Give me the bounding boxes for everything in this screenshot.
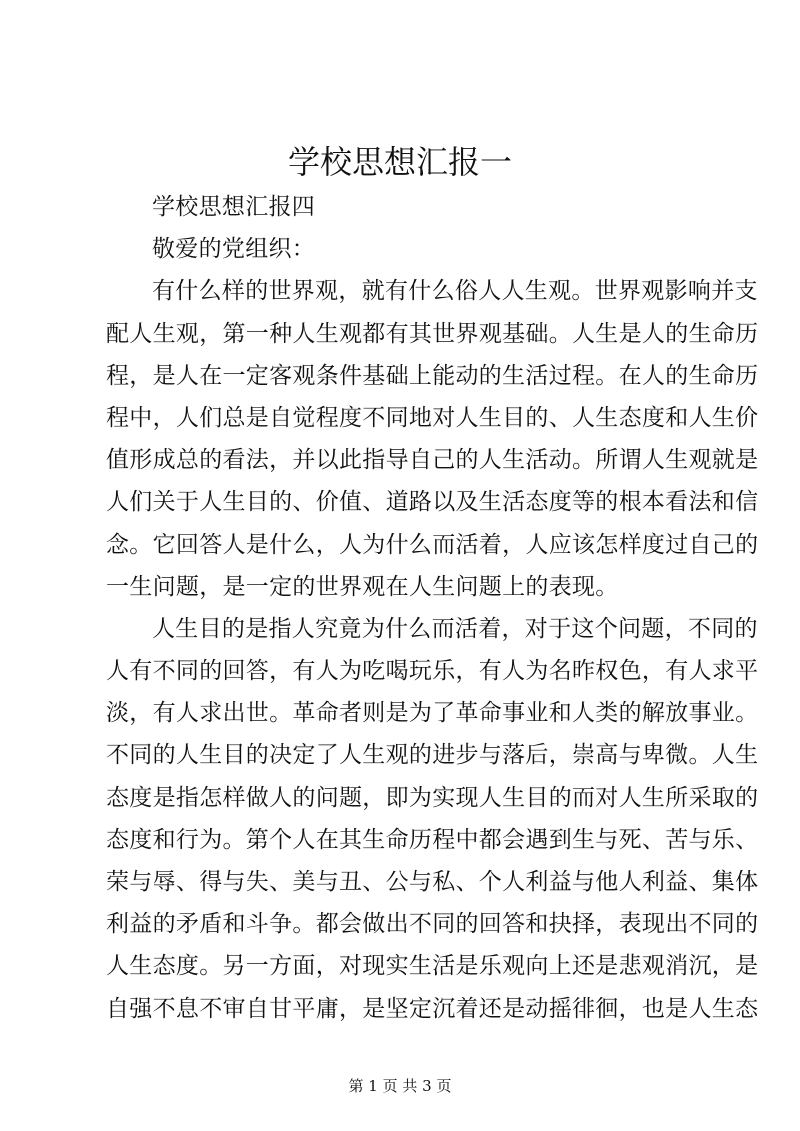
text-line: 态度是指怎样做人的问题，即为实现人生目的而对人生所采取的	[106, 784, 759, 811]
text-line: 学校思想汇报四	[152, 194, 316, 220]
text-line: 荣与辱、得与失、美与丑、公与私、个人利益与他人利益、集体	[106, 869, 759, 895]
text-line: 利益的矛盾和斗争。都会做出不同的回答和抉择，表现出不同的	[106, 911, 759, 938]
text-line: 人生目的是指人究竟为什么而活着，对于这个问题，不同的	[152, 615, 758, 642]
text-line: 态度和行为。第个人在其生命历程中都会遇到生与死、苦与乐、	[106, 826, 759, 853]
text-line: 人生态度。另一方面，对现实生活是乐观向上还是悲观消沉，是	[106, 953, 759, 980]
text-line: 配人生观，第一种人生观都有其世界观基础。人生是人的生命历	[106, 320, 759, 347]
text-line: 不同的人生目的决定了人生观的进步与落后，崇高与卑微。人生	[106, 742, 759, 769]
text-line: 程，是人在一定客观条件基础上能动的生活过程。在人的生命历	[106, 362, 759, 389]
document-body	[106, 186, 759, 1030]
text-line: 程中，人们总是自觉程度不同地对人生目的、人生态度和人生价	[106, 404, 759, 431]
text-line: 一生问题，是一定的世界观在人生问题上的表现。	[106, 573, 619, 600]
text-line: 值形成总的看法，并以此指导自己的人生活动。所谓人生观就是	[106, 447, 759, 474]
text-line: 人有不同的回答，有人为吃喝玩乐，有人为名昨权色，有人求平	[106, 658, 759, 685]
text-line: 敬爱的党组织：	[152, 236, 316, 263]
text-line: 自强不息不审自甘平庸，是坚定沉着还是动摇徘徊，也是人生态	[106, 995, 759, 1022]
page-footer: 第 1 页 共 3 页	[348, 1077, 452, 1095]
text-line: 有什么样的世界观，就有什么俗人人生观。世界观影响并支	[152, 278, 758, 305]
text-line: 念。它回答人是什么，人为什么而活着，人应该怎样度过自己的	[106, 531, 759, 558]
text-line: 淡，有人求出世。革命者则是为了革命事业和人类的解放事业。	[106, 700, 759, 727]
text-line: 人们关于人生目的、价值、道路以及生活态度等的根本看法和信	[106, 489, 759, 516]
document-title: 学校思想汇报一	[287, 143, 512, 181]
